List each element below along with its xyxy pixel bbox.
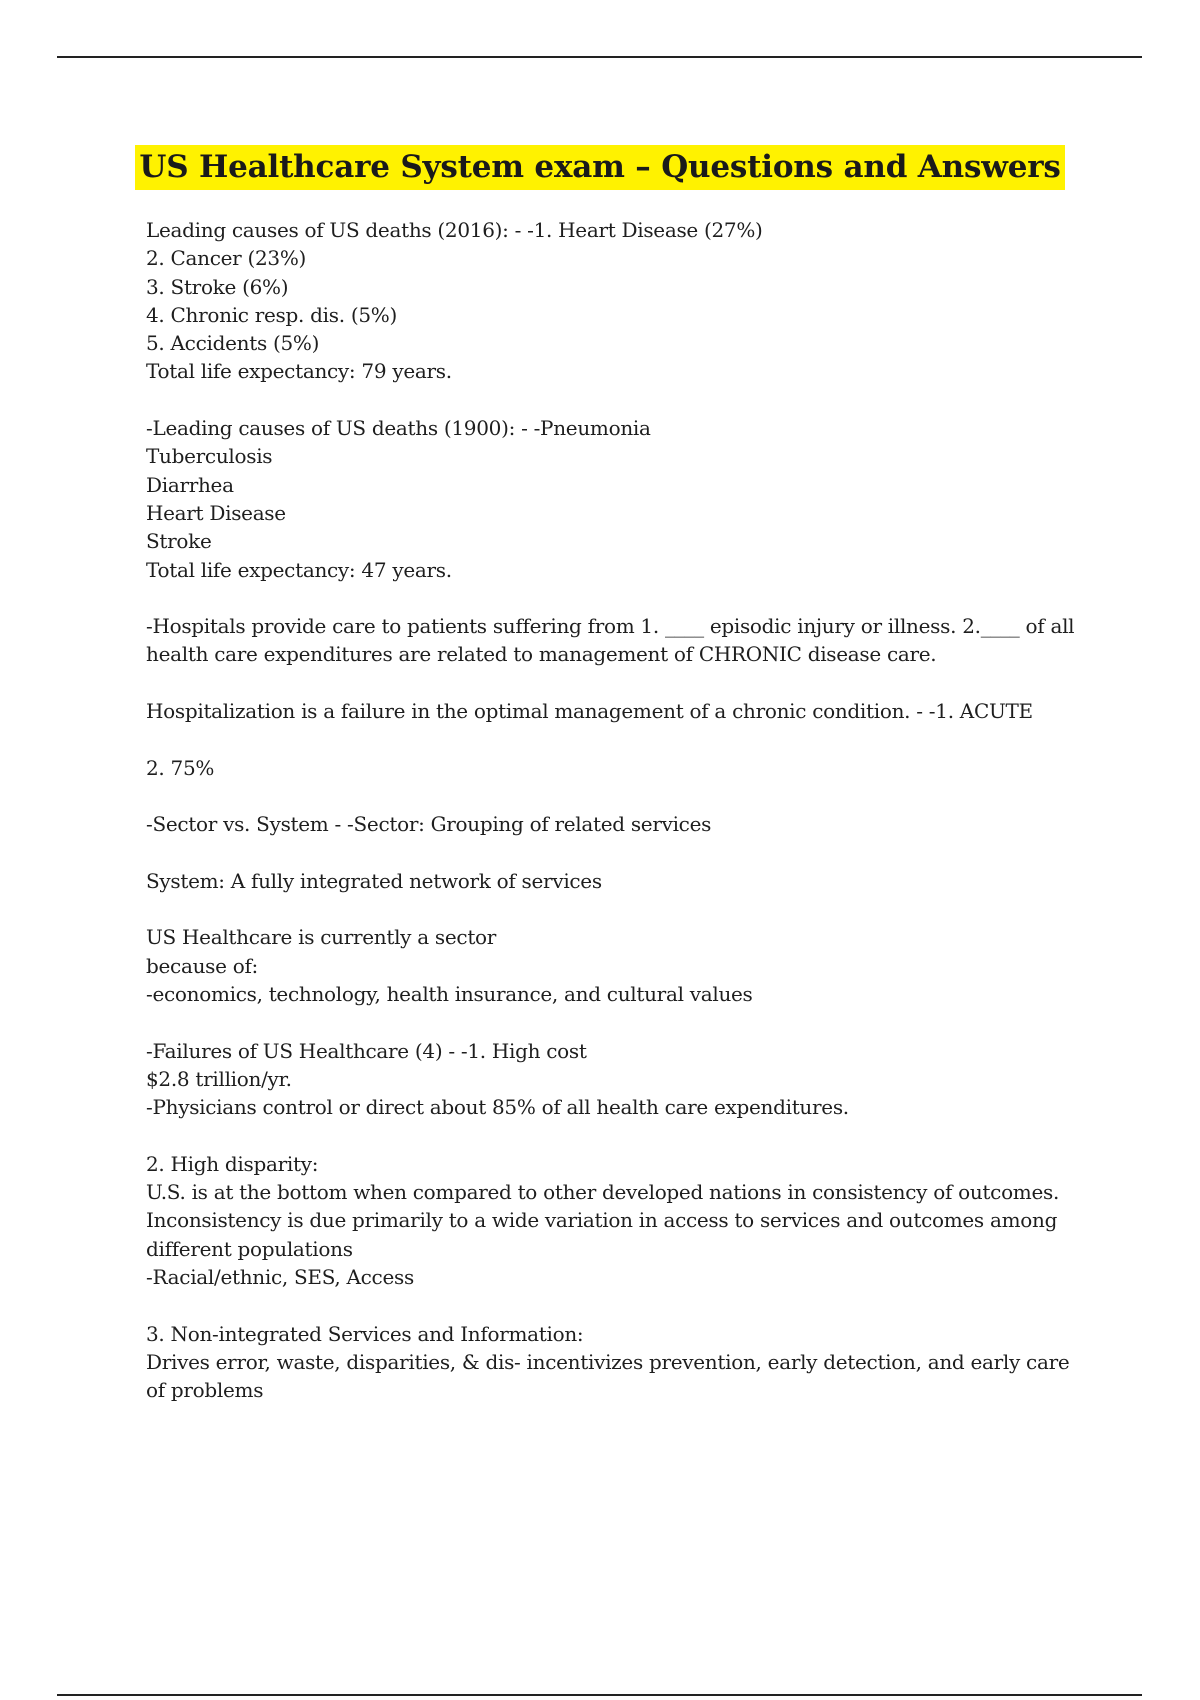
page-top-rule [57, 56, 1142, 58]
paragraph-us-healthcare-sector: US Healthcare is currently a sector because of: -economics, technology, health insurance, and cultural values [146, 925, 753, 1007]
document-body [146, 216, 1076, 1433]
page-bottom-rule [57, 1694, 1142, 1696]
title-container [0, 145, 1200, 190]
paragraph-sector-vs-system: -Sector vs. System - -Sector: Grouping of related services [146, 812, 712, 837]
document-title: US Healthcare System exam – Questions and Answers [135, 145, 1064, 190]
paragraph-hospitalization-answer: Hospitalization is a failure in the optimal management of a chronic condition. - -1. ACUTE [146, 699, 1033, 724]
paragraph-system-definition: System: A fully integrated network of services [146, 868, 602, 893]
paragraph-answer-75: 2. 75% [146, 755, 215, 780]
paragraph-failures-high-cost: -Failures of US Healthcare (4) - -1. High cost $2.8 trillion/yr. -Physicians control or direct about 85% of all health care expenditures. [146, 1038, 849, 1120]
paragraph-leading-causes-1900: -Leading causes of US deaths (1900): - -Pneumonia Tuberculosis Diarrhea Heart Disease Stroke Total life expectancy: 47 years. [146, 416, 651, 582]
paragraph-hospitals-question: -Hospitals provide care to patients suffering from 1. ____ episodic injury or illness. 2.____ of all health care expenditures are related to management of CHRONIC disease care. [146, 614, 1075, 667]
paragraph-leading-causes-2016: Leading causes of US deaths (2016): - -1. Heart Disease (27%) 2. Cancer (23%) 3. Stroke (6%) 4. Chronic resp. dis. (5%) 5. Accidents (5%) Total life expectancy: 79 years. [146, 218, 763, 384]
paragraph-high-disparity: 2. High disparity: U.S. is at the bottom when compared to other developed nations in consistency of outcomes. Inconsistency is due primarily to a wide variation in access to services and outcomes among different populations -Racial/ethnic, SES, Access [146, 1151, 1060, 1289]
paragraph-non-integrated: 3. Non-integrated Services and Information: Drives error, waste, disparities, & dis- incentivizes prevention, early detection, and early care of problems [146, 1321, 1070, 1403]
